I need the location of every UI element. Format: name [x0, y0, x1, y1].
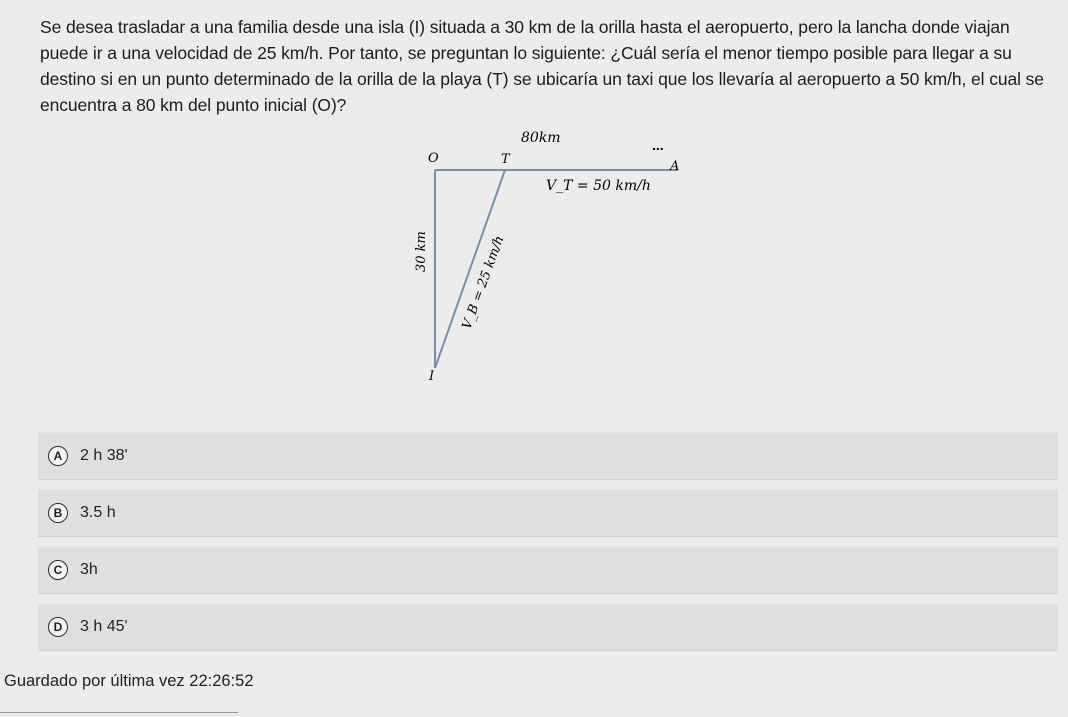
option-text: 3.5 h [80, 504, 116, 521]
option-text: 3 h 45' [80, 618, 128, 635]
option-text: 3h [80, 561, 98, 578]
point-i-label: I [429, 369, 435, 384]
option-letter: C [48, 560, 68, 580]
last-saved-status: Guardado por última vez 22:26:52 [4, 672, 254, 690]
distance-30-label: 30 km [414, 231, 429, 272]
option-c[interactable] [38, 546, 1058, 594]
option-a[interactable] [38, 432, 1058, 480]
option-d[interactable] [38, 603, 1058, 651]
answer-options [38, 432, 1058, 660]
point-o-label: O [428, 151, 439, 166]
question-text: Se desea trasladar a una familia desde una isla (I) situada a 30 km de la orilla hasta el aeropuerto, pero la lancha donde viajan puede ir a una velocidad de 25 km/h. Por tanto, se preguntan lo siguiente: ¿Cuál sería el menor tiempo posible para llegar a su destino si en un punto determinado de la orilla de la playa (T) se ubicaría un taxi que los llevaría al aeropuerto a 50 km/h, el cual se encuentra a 80 km del punto inicial (O)? [40, 17, 1044, 115]
distance-80-label: 80km [521, 130, 561, 146]
option-letter: A [48, 446, 68, 466]
point-a-label: A [670, 159, 680, 174]
option-text: 2 h 38' [80, 447, 128, 464]
option-b[interactable] [38, 489, 1058, 537]
problem-diagram [400, 122, 700, 392]
diagram-svg [400, 122, 700, 392]
point-t-label: T [501, 152, 510, 167]
option-letter: D [48, 617, 68, 637]
taxi-velocity-label: V_T = 50 km/h [546, 178, 651, 194]
ellipsis-label: ... [652, 137, 664, 153]
boat-velocity-label: V_B = 25 km/h [459, 233, 508, 332]
divider [0, 712, 238, 713]
option-letter: B [48, 503, 68, 523]
